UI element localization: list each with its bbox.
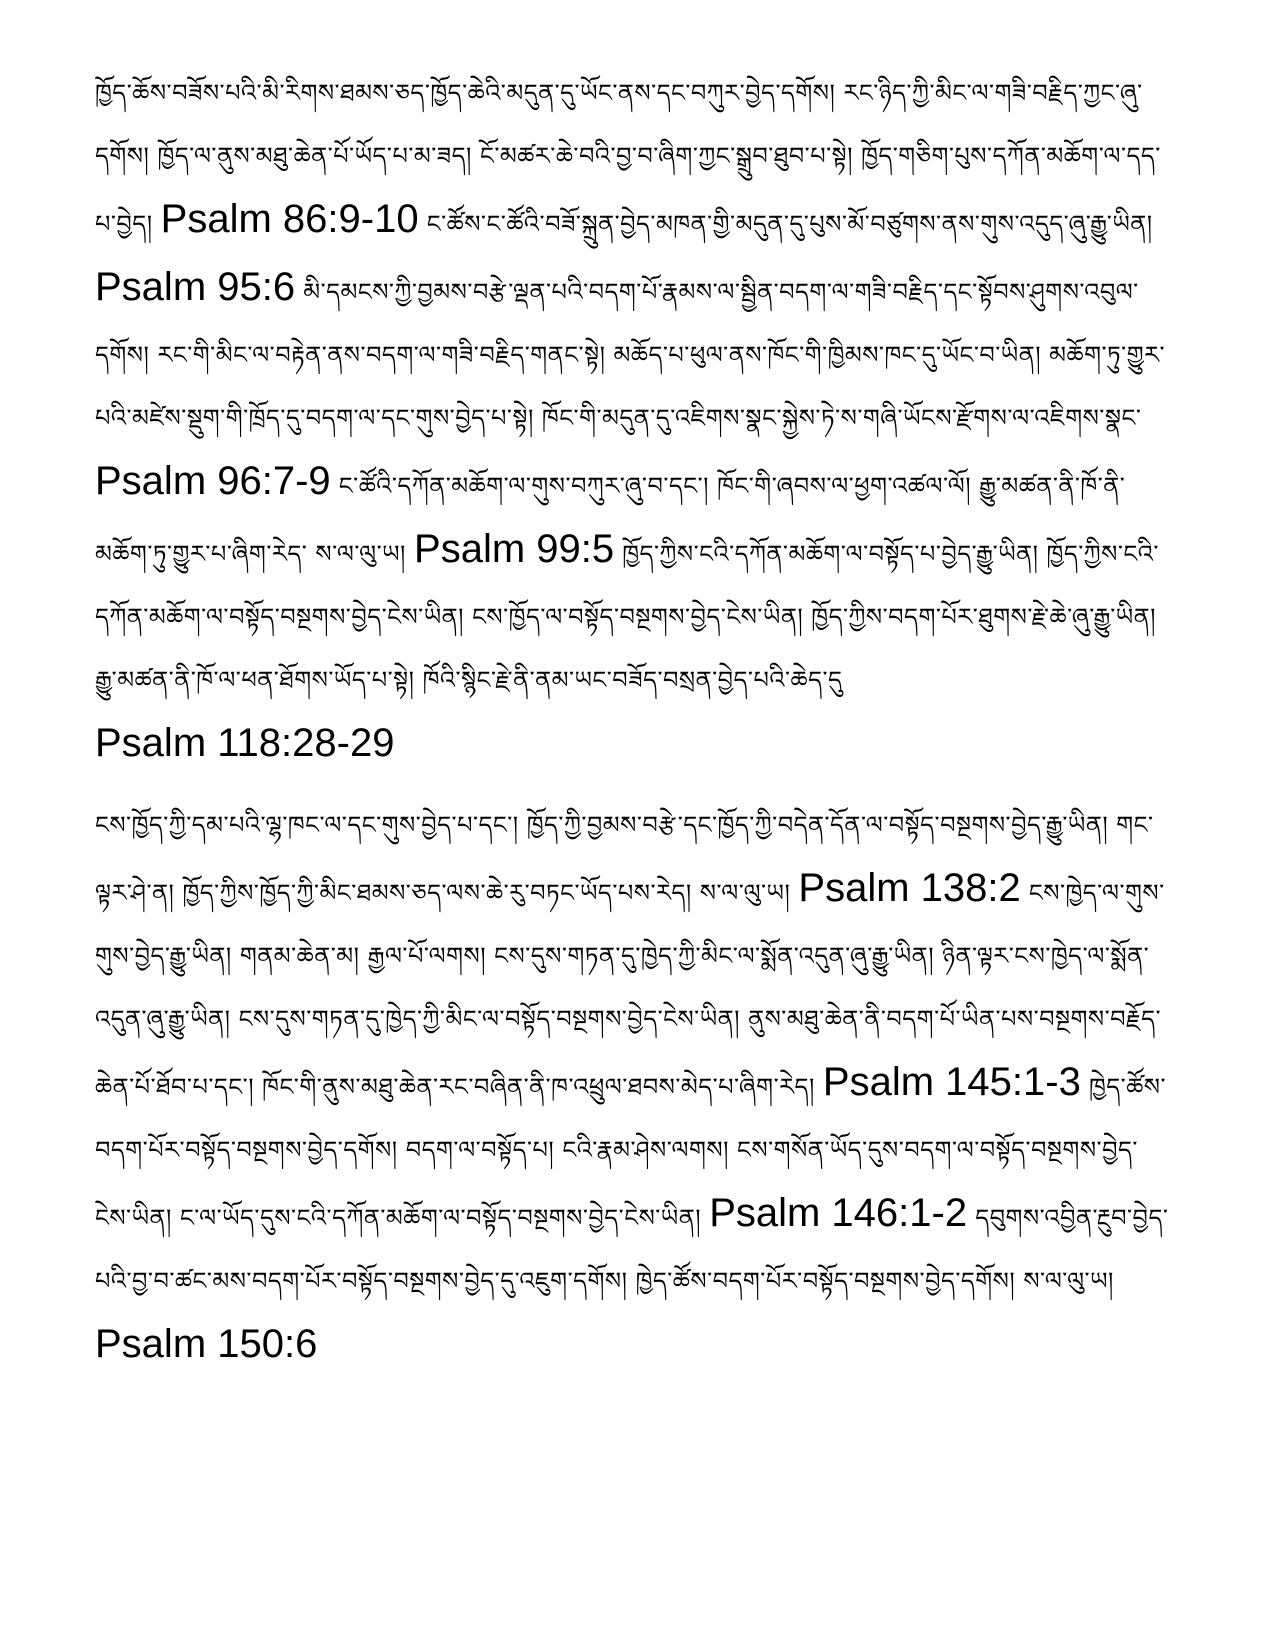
scripture-reference: Psalm 99:5 [414,527,615,571]
document-page [95,62,1170,1381]
scripture-reference: Psalm 145:1-3 [822,1060,1081,1104]
tibetan-text: ང་ཚོའི་དཀོན་མཆོག་ལ་གུས་བཀུར་ཞུ་བ་དང་། ཁོང་གི་ཞབས་ལ་ཕྱག་འཚལ་ལོ། རྒྱུ་མཚན་ནི་ཁོ་ནི་མཆོག་ཏུ་གྱུར་པ་ཞིག་རེད་ ས་ལ་ལུ་ཡ། [95,472,1126,568]
scripture-reference: Psalm 150:6 [95,1322,318,1366]
scripture-reference: Psalm 86:9-10 [160,197,419,241]
scripture-reference: Psalm 96:7-9 [95,459,331,503]
tibetan-text: ཁྱོད་ཆོས་བཟོས་པའི་མི་རིགས་ཐམས་ཅད་ཁྱོད་ཆེའི་མདུན་དུ་ཡོང་ནས་དང་བཀུར་བྱེད་དགོས། རང་ཉིད་ཀྱི་མིང་ལ་གཟི་བརྗིད་ཀྱང་ཞུ་དགོས། ཁྱོད་ལ་ནུས་མཐུ་ཆེན་པོ་ཡོད་པ་མ་ཟད། ངོ་མཚར་ཆེ་བའི་བྱ་བ་ཞིག་ཀྱང་སྒྲུབ་ཐུབ་པ་སྟེ། ཁྱོད་གཅིག་པུས་དཀོན་མཆོག་ལ་དད་པ་བྱེད། [95,79,1161,238]
paragraph-1 [95,62,1170,780]
tibetan-text: ཁྱེད་ཚོས་བདག་པོར་བསྟོད་བསྔགས་བྱེད་དགོས། བདག་ལ་བསྟོད་པ། ངའི་རྣམ་ཤེས་ལགས། ངས་གསོན་ཡོད་དུས་བདག་ལ་བསྟོད་བསྔགས་བྱེད་ངེས་ཡིན། ང་ལ་ཡོད་དུས་ངའི་དཀོན་མཆོག་ལ་བསྟོད་བསྔགས་བྱེད་ངེས་ཡིན། [95,1073,1167,1232]
tibetan-text: ངས་ཁྱེད་ལ་གུས་གུས་བྱེད་རྒྱུ་ཡིན། གནམ་ཆེན་མ། རྒྱལ་པོ་ལགས། ངས་དུས་གཏན་དུ་ཁྱེད་ཀྱི་མིང་ལ་སྨོན་འདུན་ཞུ་རྒྱུ་ཡིན། ཉིན་ལྟར་ངས་ཁྱེད་ལ་སྨོན་འདུན་ཞུ་རྒྱུ་ཡིན། ངས་དུས་གཏན་དུ་ཁྱེད་ཀྱི་མིང་ལ་བསྟོད་བསྔགས་བྱེད་ངེས་ཡིན། ནུས་མཐུ་ཆེན་ནི་བདག་པོ་ཡིན་པས་བསྔགས་བརྗོད་ཆེན་པོ་ཐོབ་པ་དང་། ཁོང་གི་ནུས་མཐུ་ཆེན་རང་བཞིན་ནི་ཁ་འཕྲུལ་ཐབས་མེད་པ་ཞིག་རེད། [95,879,1165,1101]
tibetan-text: ང་ཚོས་ང་ཚོའི་བཟོ་སྐྲུན་བྱེད་མཁན་གྱི་མདུན་དུ་པུས་མོ་བཙུགས་ནས་གུས་འདུད་ཞུ་རྒྱུ་ཡིན། [418,210,1153,238]
tibetan-text: མི་དམངས་ཀྱི་བྱམས་བརྩེ་ལྡན་པའི་བདག་པོ་རྣམས་ལ་སྦྱིན་བདག་ལ་གཟི་བརྗིད་དང་སྟོབས་ཤུགས་འབུལ་དགོས། རང་གི་མིང་ལ་བརྟེན་ནས་བདག་ལ་གཟི་བརྗིད་གནང་སྟེ། མཆོད་པ་ཕུལ་ནས་ཁོང་གི་ཁྱིམས་ཁང་དུ་ཡོང་བ་ཡིན། མཆོག་ཏུ་གྱུར་པའི་མཛེས་སྡུག་གི་ཁྲོད་དུ་བདག་ལ་དང་གུས་བྱེད་པ་སྟེ། ཁོང་གི་མདུན་དུ་འཇིགས་སྣང་སྐྱེས་ཏེ་ས་གཞི་ཡོངས་རྫོགས་ལ་འཇིགས་སྣང་ [95,278,1166,432]
tibetan-text: ཁྱོད་ཀྱིས་ངའི་དཀོན་མཆོག་ལ་བསྟོད་པ་བྱེད་རྒྱུ་ཡིན། ཁྱོད་ཀྱིས་ངའི་དཀོན་མཆོག་ལ་བསྟོད་བསྔགས་བྱེད་ངེས་ཡིན། ངས་ཁྱོད་ལ་བསྟོད་བསྔགས་བྱེད་ངེས་ཡིན། ཁྱོད་ཀྱིས་བདག་པོར་ཐུགས་རྗེ་ཆེ་ཞུ་རྒྱུ་ཡིན། རྒྱུ་མཚན་ནི་ཁོ་ལ་ཕན་ཐོགས་ཡོད་པ་སྟེ། ཁོའི་སྙིང་རྗེ་ནི་ནམ་ཡང་བཟོད་བསྲན་བྱེད་པའི་ཆེད་དུ [95,540,1159,694]
scripture-reference: Psalm 138:2 [798,866,1021,910]
tibetan-text: ངས་ཁྱོད་ཀྱི་དམ་པའི་ལྷ་ཁང་ལ་དང་གུས་བྱེད་པ་དང་། ཁྱོད་ཀྱི་བྱམས་བརྩེ་དང་ཁྱོད་ཀྱི་བདེན་དོན་ལ་བསྟོད་བསྔགས་བྱེད་རྒྱུ་ཡིན། གང་ལྟར་ཤེ་ན། ཁྱོད་ཀྱིས་ཁྱོད་ཀྱི་མིང་ཐམས་ཅད་ལས་ཆེ་རུ་བཏང་ཡོད་པས་རེད། ས་ལ་ལུ་ཡ། [95,811,1154,907]
scripture-reference: Psalm 95:6 [95,265,296,309]
paragraph-2 [95,794,1170,1381]
tibetan-text: དབུགས་འབྱིན་རྔུབ་བྱེད་པའི་བྱ་བ་ཚང་མས་བདག་པོར་བསྟོད་བསྔགས་བྱེད་དུ་འཇུག་དགོས། ཁྱེད་ཚོས་བདག་པོར་བསྟོད་བསྔགས་བྱེད་དགོས། ས་ལ་ལུ་ཡ། [95,1204,1169,1295]
scripture-reference: Psalm 146:1-2 [709,1191,968,1235]
scripture-reference: Psalm 118:28-29 [95,721,395,765]
